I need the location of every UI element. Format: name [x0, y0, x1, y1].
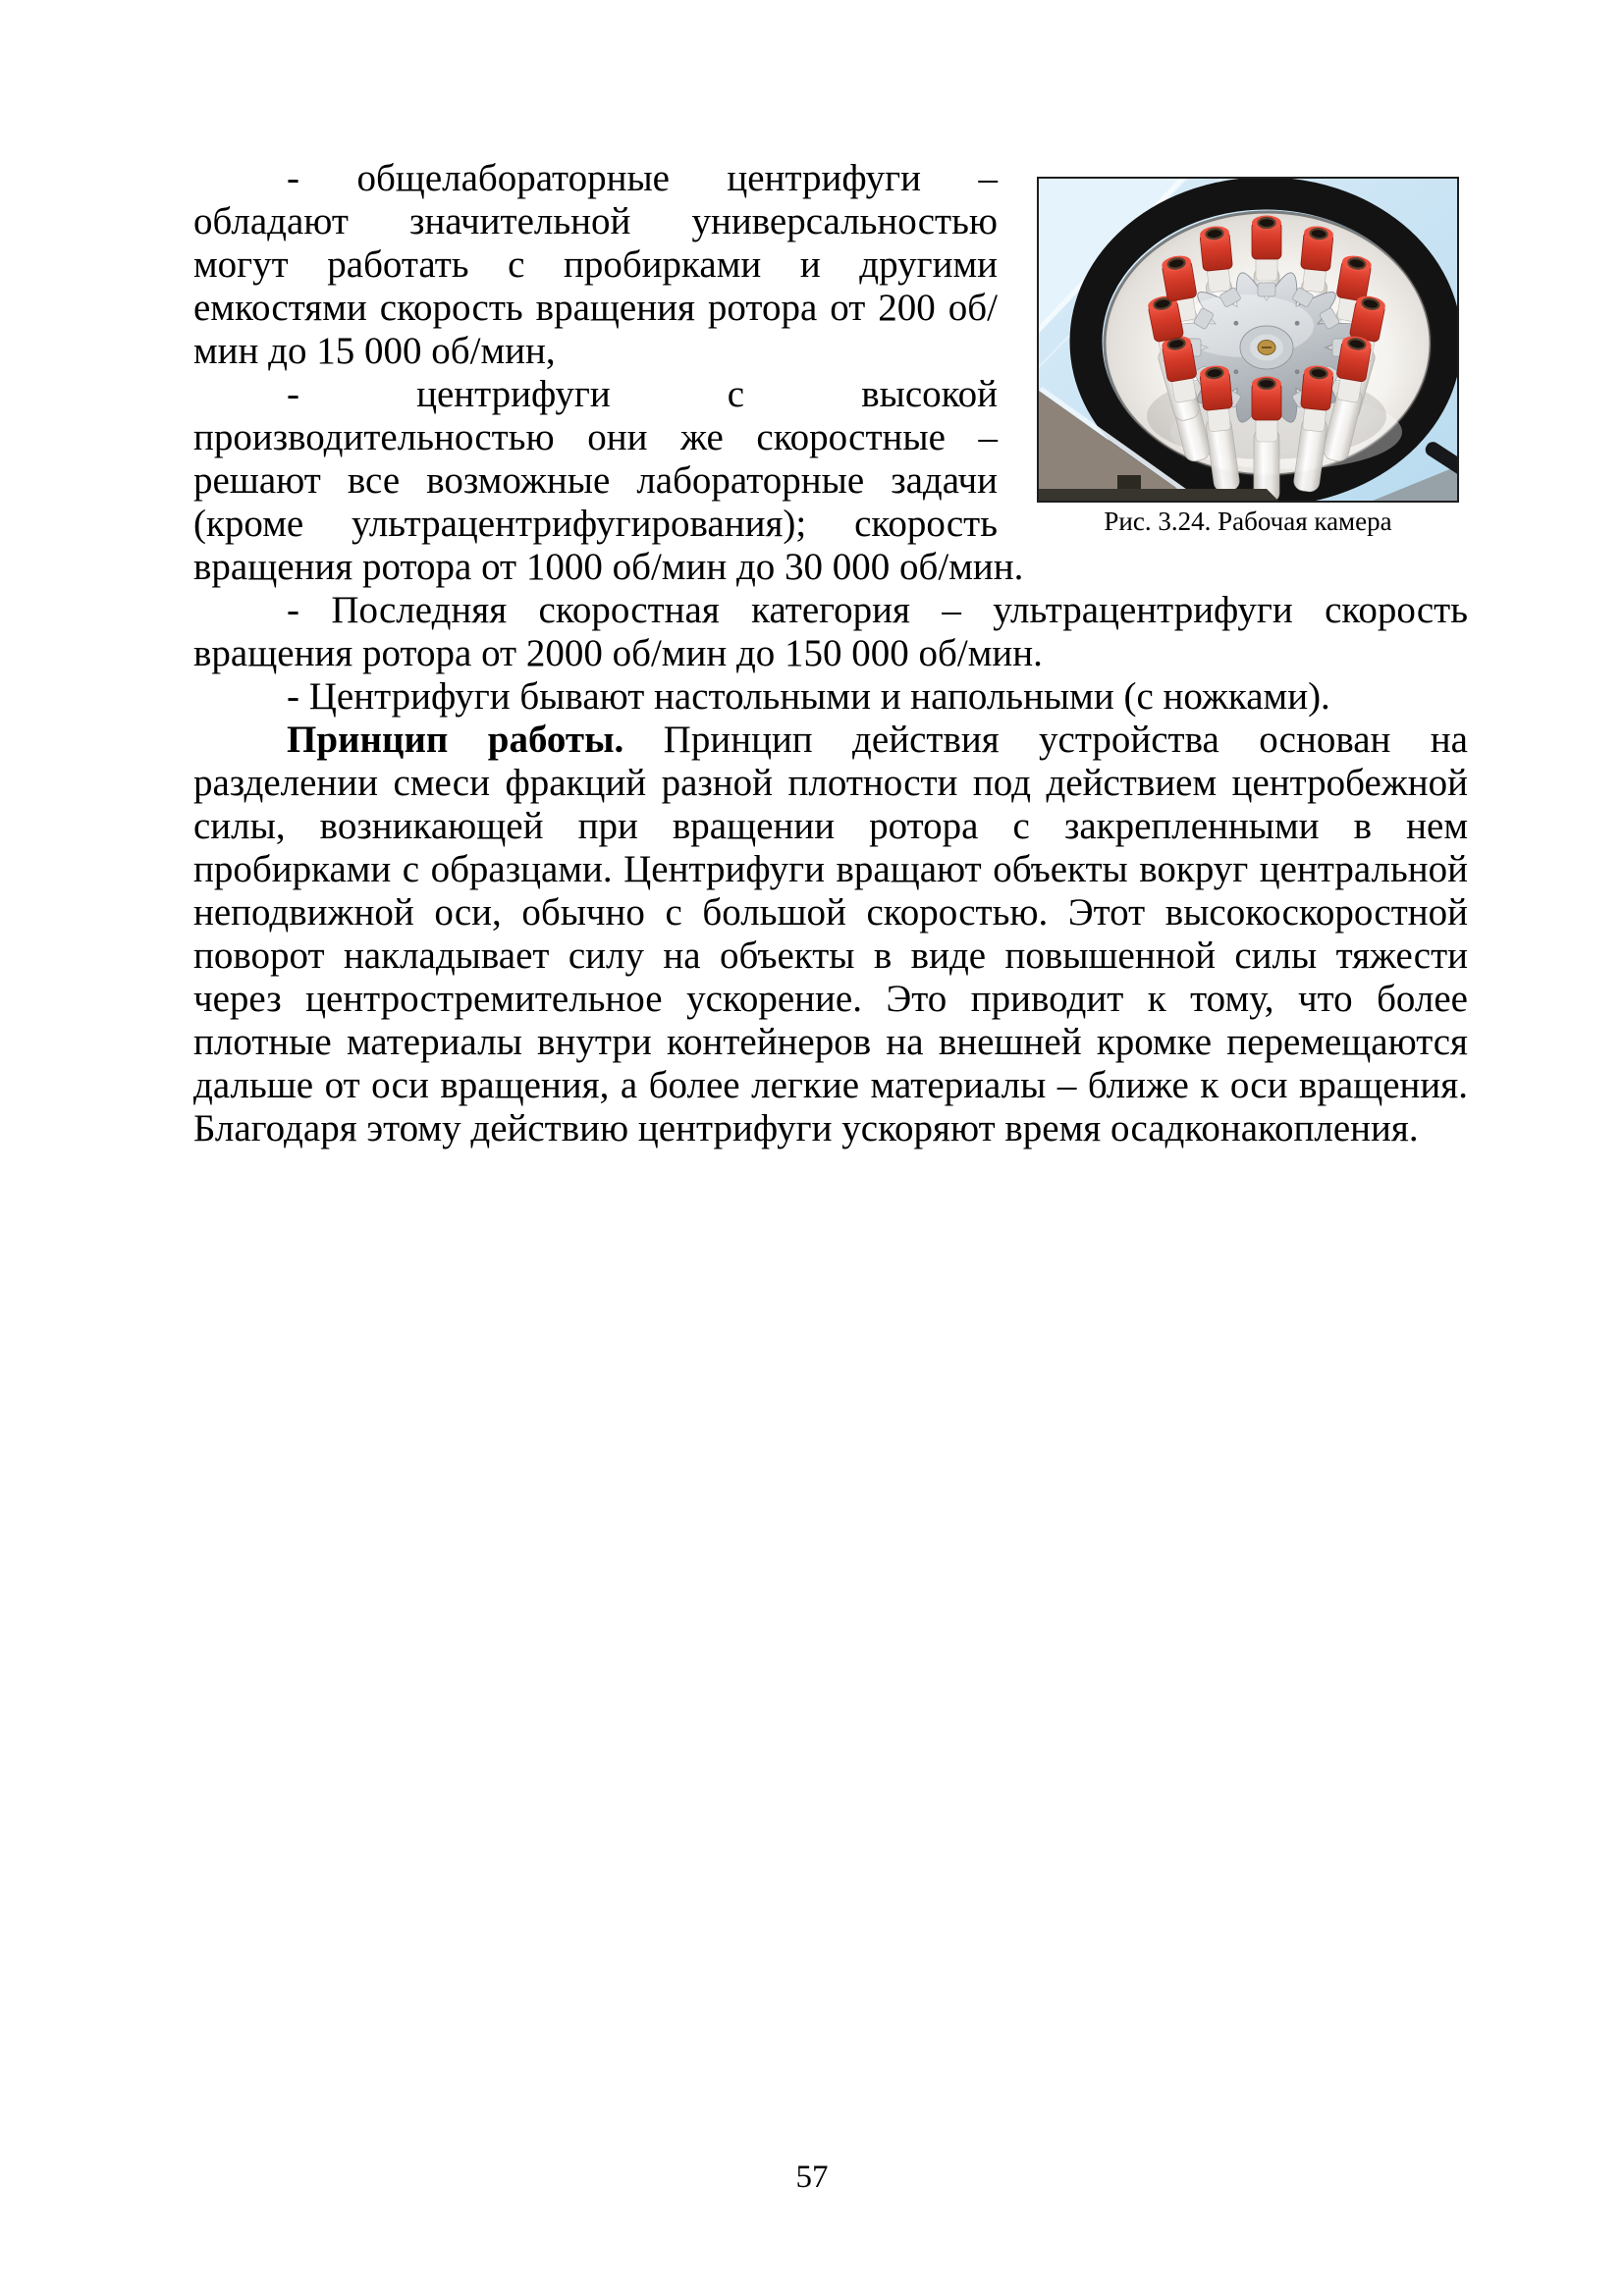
centrifuge-chamber-photo — [1037, 177, 1459, 503]
paragraph-tabletop-floor: - Центрифуги бывают настольными и напольными (с ножками). — [287, 675, 1330, 718]
paragraph-general-lab-centrifuges: - общелабораторные центрифуги – обладают значительной универсальностью могут работать с пробирками и другими емкостями скорость вращения ротора от 200 об/мин до 15 000 об/мин, — [193, 157, 998, 372]
paragraph-operating-principle — [193, 719, 1468, 1150]
figure-centrifuge-chamber — [1037, 177, 1459, 536]
principle-heading: Принцип работы. — [287, 719, 624, 761]
paragraph-high-performance-centrifuges: - центрифуги с высокой производительностью они же скоростные – решают все возможные лабораторные задачи (кроме ультрацентрифугирования); скорость вращения ротора от 1000 об/мин до 30 000 об/мин. — [193, 373, 1024, 588]
paragraph-ultracentrifuges: - Последняя скоростная категория – ультрацентрифуги скорость вращения ротора от 2000 об/мин до 150 000 об/мин. — [193, 589, 1468, 674]
principle-text: Принцип действия устройства основан на разделении смеси фракций разной плотности под действием центробежной силы, возникающей при вращении ротора с закрепленными в нем пробирками с образцами. Центрифуги вращают объекты вокруг центральной неподвижной оси, обычно с большой скоростью. Этот высокоскоростной поворот накладывает силу на объекты в виде повышенной силы тяжести через центростремительное ускорение. Это приводит к тому, что более плотные материалы внутри контейнеров на внешней кромке перемещаются дальше от оси вращения, а более легкие материалы – ближе к оси вращения. Благодаря этому действию центрифуги ускоряют время осадконакопления. — [193, 719, 1468, 1149]
centrifuge-photo-drawing — [1039, 179, 1457, 501]
page-number: 57 — [795, 2160, 829, 2195]
figure-caption: Рис. 3.24. Рабочая камера — [1104, 507, 1392, 536]
